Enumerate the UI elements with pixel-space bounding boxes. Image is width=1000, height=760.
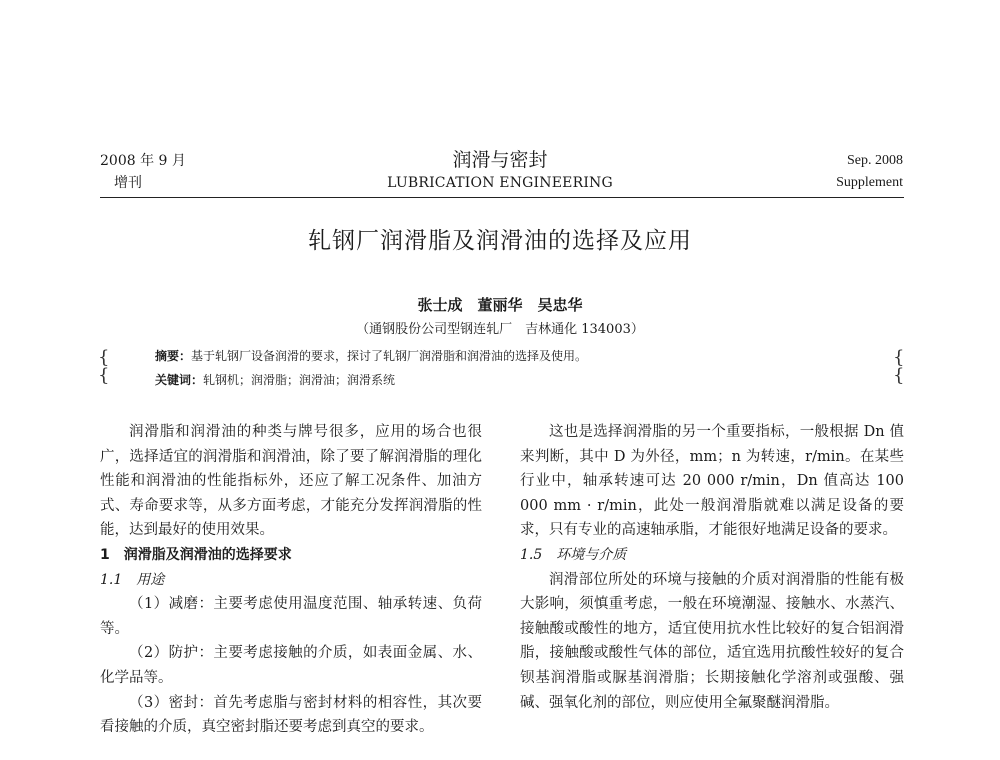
affiliation: （通钢股份公司型钢连轧厂 吉林通化 134003） [356, 322, 644, 337]
environment-paragraph: 润滑部位所处的环境与接触的介质对润滑脂的性能有极大影响，须慎重考虑，一般在环境潮湿、接触水、水蒸汽、接触酸或酸性的地方，适宜使用抗水性比较好的复合铝润滑脂，接触酸或酸性气体的部位，适宜选用抗酸性较好的复合钡基润滑脂或脲基润滑脂；长期接触化学溶剂或强酸、强碱、强氧化剂的部位，则应使用全氟聚醚润滑脂。 [520, 571, 904, 711]
keywords-label: 关键词： [155, 373, 204, 387]
article-title: 轧钢厂润滑脂及润滑油的选择及应用 [308, 228, 692, 254]
journal-name-cn: 润滑与密封 [452, 149, 548, 171]
issue-date-cn: 2008 年 9 月 [100, 153, 186, 169]
left-column [100, 420, 482, 740]
right-column [520, 420, 904, 715]
journal-name-en: LUBRICATION ENGINEERING [387, 175, 613, 191]
issue-label-en: Supplement [836, 175, 903, 190]
abstract [155, 344, 855, 392]
left-brace-decoration: { [98, 347, 110, 368]
section-1-1-heading: 1.1 用途 [100, 571, 165, 588]
item-antiwear: （1）减磨：主要考虑使用温度范围、轴承转速、负荷等。 [100, 596, 482, 637]
item-sealing: （3）密封：首先考虑脂与密封材料的相容性，其次要看接触的介质，真空密封脂还要考虑到真空的要求。 [100, 694, 482, 736]
abstract-text: 基于轧钢厂设备润滑的要求，探讨了轧钢厂润滑脂和润滑油的选择及使用。 [191, 349, 588, 363]
abstract-line [155, 344, 855, 368]
abstract-label: 摘要： [155, 349, 192, 363]
header-left [100, 150, 186, 194]
issue-label-cn: 增刊 [114, 175, 142, 191]
right-brace-decoration-2: { [893, 365, 905, 386]
journal-name [330, 147, 670, 193]
right-brace-decoration: { [893, 347, 905, 368]
header-rule [100, 197, 904, 198]
authors: 张士成 董丽华 吴忠华 [417, 296, 583, 314]
keywords-text: 轧钢机；润滑脂；润滑油；润滑系统 [203, 373, 396, 387]
section-1-heading: 1 润滑脂及润滑油的选择要求 [100, 546, 292, 563]
issue-date-en: Sep. 2008 [847, 153, 903, 168]
item-protection: （2）防护：主要考虑接触的介质，如表面金属、水、化学品等。 [100, 645, 482, 686]
keywords-line [155, 368, 855, 392]
intro-paragraph: 润滑脂和润滑油的种类与牌号很多，应用的场合也很广，选择适宜的润滑脂和润滑油，除了要了解润滑脂的理化性能和润滑油的性能指标外，还应了解工况条件、加油方式、寿命要求等，从多方面考虑，才能充分发挥润滑脂的性能，达到最好的使用效果。 [100, 424, 482, 539]
dn-value-paragraph: 这也是选择润滑脂的另一个重要指标，一般根据 Dn 值来判断，其中 D 为外径，mm；n 为转速，r/min。在某些行业中，轴承转速可达 20 000 r/min，Dn 值高达 100 000 mm · r/min，此处一般润滑脂就难以满足设备的要求，只有专业的高速轴承脂，才能很好地满足设备的要求。 [520, 424, 904, 539]
header-right [836, 150, 903, 194]
section-1-5-heading: 1.5 环境与介质 [520, 546, 627, 563]
left-brace-decoration-2: { [98, 365, 110, 386]
